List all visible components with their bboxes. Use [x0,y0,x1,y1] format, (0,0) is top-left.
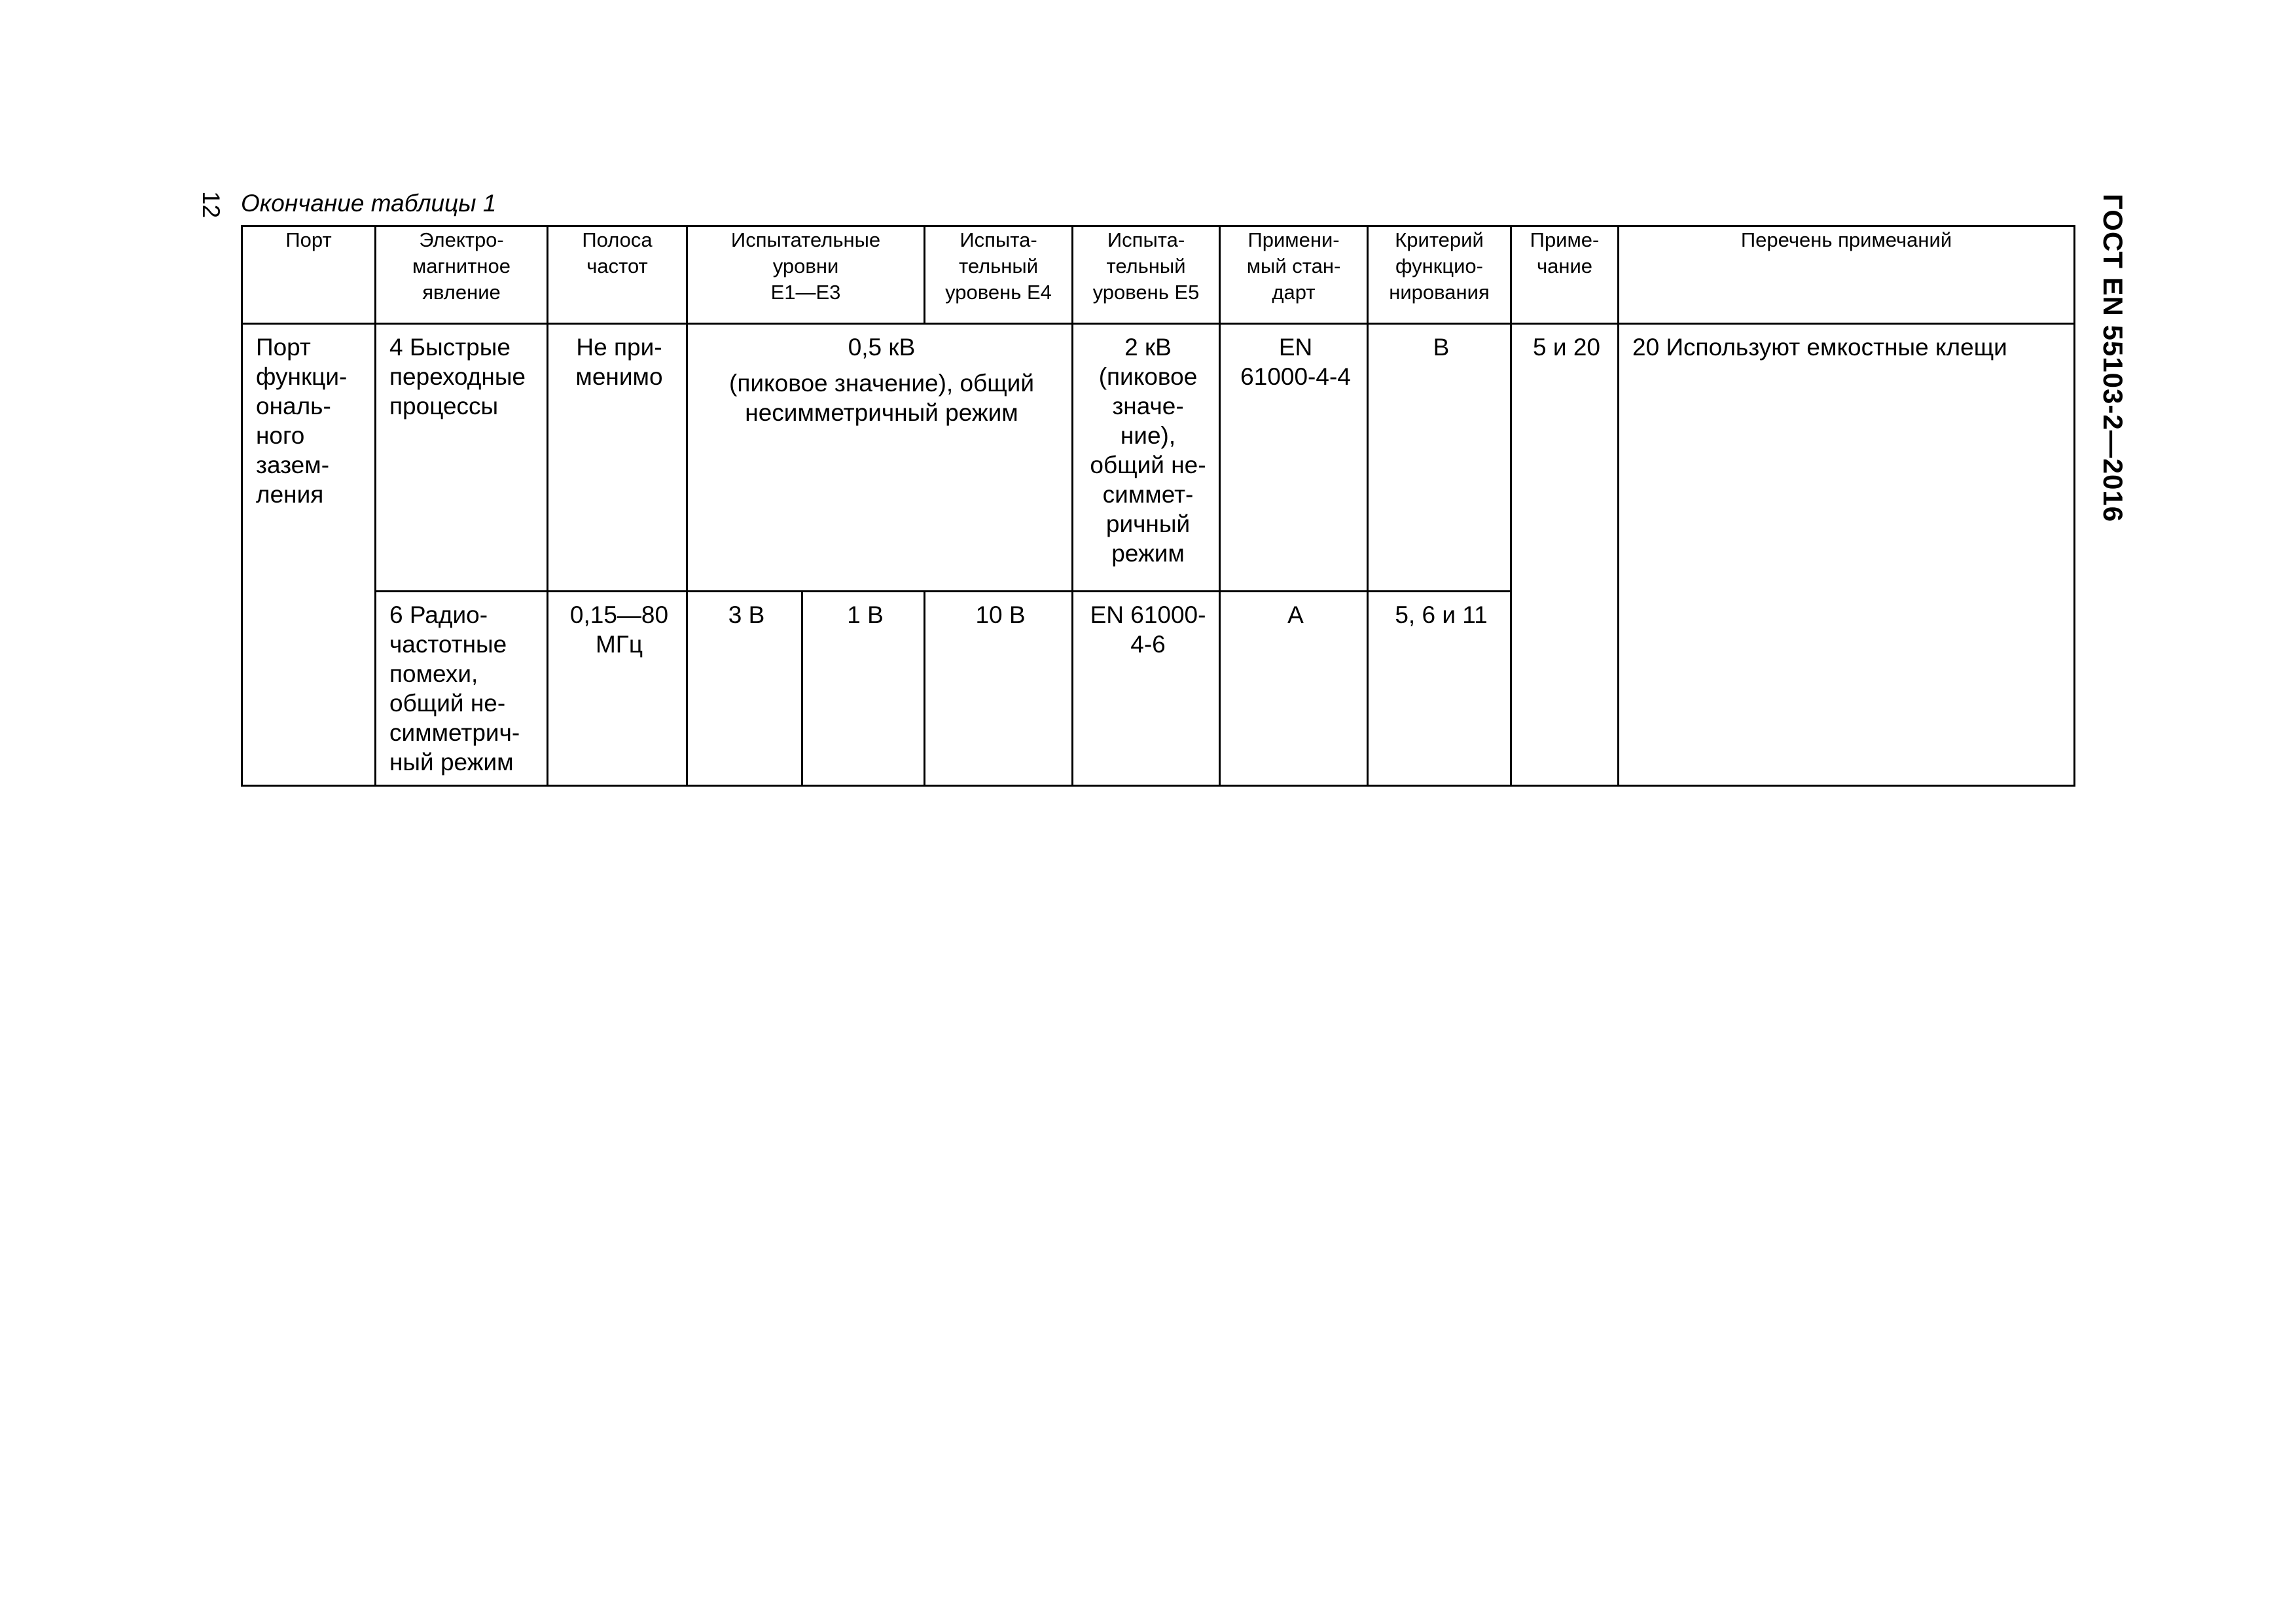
header-port: Порт [242,226,376,324]
cell-note: 5 и 20 [1511,324,1619,786]
cell-notes-list: 20 Используют емкостные клещи [1619,324,2075,786]
header-standard: Примени- мый стан- дарт [1220,226,1368,324]
cell-levels-e1-e4 [687,324,1073,592]
table-row [242,324,2075,592]
header-levels-e1-e3: Испытательные уровни E1—E3 [687,226,925,324]
cell-frequency-band: 0,15—80 МГц [548,592,687,786]
table-header-row [242,226,2075,324]
cell-level-e5 [1073,324,1220,592]
levels-value: 0,5 кВ [848,334,916,361]
level-e5-value: 2 кВ [1124,334,1172,361]
level-e5-detail: (пиковое значе- ние), общий не- симмет- ричный режим [1090,363,1206,567]
data-table [241,225,2075,787]
header-level-e4: Испыта- тельный уровень E4 [925,226,1073,324]
cell-note-2: 5, 6 и 11 [1368,592,1511,786]
cell-level-e3: 10 В [925,592,1073,786]
cell-phenomenon: 4 Быстрые переходные процессы [376,324,548,592]
cell-port: Порт функци- ональ- ного зазем- ления [242,324,376,786]
levels-detail: (пиковое значение), общий несимметричный режим [729,370,1035,426]
cell-criterion: B [1368,324,1511,592]
page-number-text: 12 [198,191,224,219]
header-phenomenon: Электро- магнитное явление [376,226,548,324]
cell-standard: EN 61000-4-4 [1220,324,1368,592]
cell-level-e2: 1 В [802,592,925,786]
cell-frequency-band: Не при- менимо [548,324,687,592]
header-note: Приме- чание [1511,226,1619,324]
cell-criterion: A [1220,592,1368,786]
header-frequency-band: Полоса частот [548,226,687,324]
table-caption: Окончание таблицы 1 [241,190,497,217]
header-criterion: Критерий функцио- нирования [1368,226,1511,324]
cell-level-e1: 3 В [687,592,802,786]
cell-standard: EN 61000- 4-6 [1073,592,1220,786]
document-code-text: ГОСТ EN 55103-2—2016 [2098,194,2128,523]
header-level-e5: Испыта- тельный уровень E5 [1073,226,1220,324]
cell-phenomenon: 6 Радио- частотные помехи, общий не- симметрич- ный режим [376,592,548,786]
header-notes-list: Перечень примечаний [1619,226,2075,324]
